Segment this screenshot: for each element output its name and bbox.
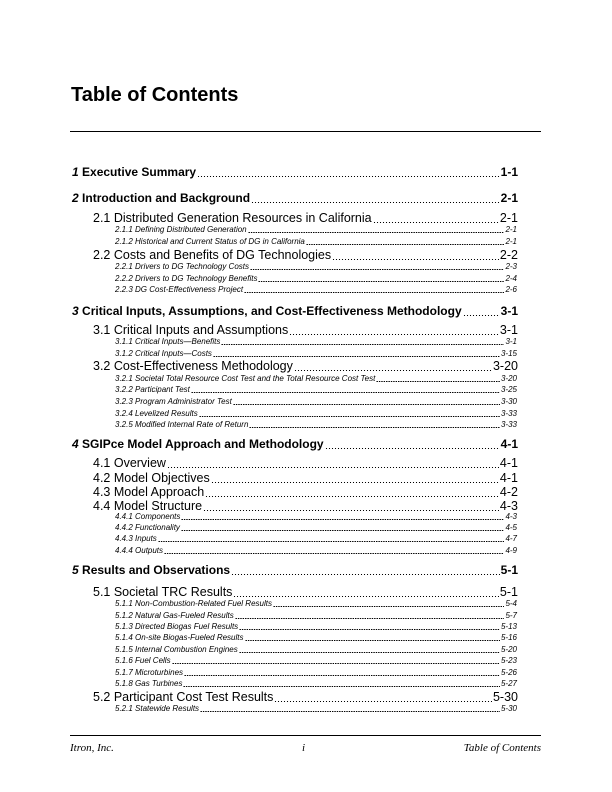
toc-entry-level-3[interactable] (115, 704, 517, 713)
toc-entry-page: 4-1 (500, 437, 518, 451)
dot-leader (250, 270, 504, 271)
toc-entry-label: 2.1.1 Defining Distributed Generation (115, 225, 247, 234)
toc-entry-level-2[interactable] (93, 456, 518, 470)
toc-entry-level-3[interactable] (115, 668, 517, 677)
toc-entry-page: 4-7 (505, 534, 517, 543)
toc-entry-level-3[interactable] (115, 546, 517, 555)
toc-entry-page: 5-4 (505, 599, 517, 608)
toc-entry-level-2[interactable] (93, 471, 518, 485)
toc-entry-level-3[interactable] (115, 274, 517, 283)
toc-entry-page: 2-1 (500, 191, 518, 205)
toc-entry-label: 4.4.3 Inputs (115, 534, 157, 543)
toc-entry-label: 3.2.2 Participant Test (115, 385, 190, 394)
toc-entry-page: 3-25 (500, 385, 517, 394)
dot-leader (239, 653, 500, 654)
toc-entry-level-2[interactable] (93, 485, 518, 499)
toc-entry-page: 2-1 (499, 211, 518, 225)
toc-entry-label: 5.1.8 Gas Turbines (115, 679, 183, 688)
footer-divider (70, 735, 541, 736)
toc-entry-label: Introduction and Background (82, 191, 251, 205)
toc-entry-level-1[interactable] (72, 304, 518, 318)
toc-entry-level-3[interactable] (115, 420, 517, 429)
chapter-number: 2 (72, 191, 79, 205)
toc-entry-page: 5-16 (500, 633, 517, 642)
toc-entry-level-3[interactable] (115, 645, 517, 654)
toc-entry-label: 2.2 Costs and Benefits of DG Technologies (93, 248, 332, 262)
toc-entry-page: 5-27 (500, 679, 517, 688)
toc-entry-level-3[interactable] (115, 622, 517, 631)
toc-entry-label: Executive Summary (82, 165, 197, 179)
toc-entry-label: 4.4.1 Components (115, 512, 181, 521)
toc-entry-level-2[interactable] (93, 585, 518, 599)
dot-leader (244, 293, 504, 294)
toc-entry-page: 3-20 (492, 359, 518, 373)
toc-entry-label: 3.2.1 Societal Total Resource Cost Test and the Total Resource Cost Test (115, 374, 376, 383)
toc-entry-level-2[interactable] (93, 248, 518, 262)
toc-entry-page: 3-33 (500, 420, 517, 429)
dot-leader (273, 607, 504, 608)
toc-entry-label: 4.4.2 Functionality (115, 523, 180, 532)
toc-entry-level-3[interactable] (115, 611, 517, 620)
toc-entry-label: 5.1 Societal TRC Results (93, 585, 233, 599)
toc-entry-level-3[interactable] (115, 656, 517, 665)
toc-entry-level-3[interactable] (115, 633, 517, 642)
toc-entry-label: 4.2 Model Objectives (93, 471, 210, 485)
toc-entry-label: 4.3 Model Approach (93, 485, 205, 499)
toc-entry-page: 1-1 (500, 165, 518, 179)
toc-entry-page: 4-1 (499, 456, 518, 470)
toc-entry-level-2[interactable] (93, 359, 518, 373)
toc-entry-level-3[interactable] (115, 397, 517, 406)
dot-leader (213, 357, 500, 358)
toc-entry-page: 5-26 (500, 668, 517, 677)
toc-entry-page: 4-1 (499, 471, 518, 485)
dot-leader (158, 542, 505, 543)
dot-leader (251, 204, 500, 205)
dot-leader (172, 664, 500, 665)
toc-entry-level-3[interactable] (115, 337, 517, 346)
toc-entry-page: 4-3 (499, 499, 518, 513)
toc-entry-level-1[interactable] (72, 563, 518, 577)
toc-entry-page: 5-13 (500, 622, 517, 631)
dot-leader (249, 428, 500, 429)
toc-entry-page: 5-30 (492, 690, 518, 704)
chapter-number: 4 (72, 437, 79, 451)
toc-entry-label: 5.1.6 Fuel Cells (115, 656, 171, 665)
dot-leader (199, 417, 500, 418)
dot-leader (184, 676, 500, 677)
dot-leader (200, 712, 500, 713)
dot-leader (325, 450, 500, 451)
dot-leader (233, 405, 500, 406)
toc-entry-page: 3-15 (500, 349, 517, 358)
dot-leader (376, 382, 500, 383)
toc-entry-page: 3-1 (499, 323, 518, 337)
footer-company: Itron, Inc. (70, 742, 114, 754)
toc-entry-level-3[interactable] (115, 599, 517, 608)
toc-entry-label: 4.4 Model Structure (93, 499, 203, 513)
toc-entry-page: 2-3 (505, 262, 517, 271)
chapter-number: 1 (72, 165, 79, 179)
toc-entry-page: 2-6 (505, 285, 517, 294)
toc-entry-label: SGIPce Model Approach and Methodology (82, 437, 324, 451)
chapter-number: 5 (72, 563, 79, 577)
toc-entry-level-2[interactable] (93, 499, 518, 513)
toc-entry-label: Critical Inputs, Assumptions, and Cost-Effectiveness Methodology (82, 304, 462, 318)
toc-entry-label: 5.2 Participant Cost Test Results (93, 690, 274, 704)
toc-entry-page: 4-5 (505, 523, 517, 532)
toc-entry-label: 3.2 Cost-Effectiveness Methodology (93, 359, 293, 373)
toc-entry-page: 2-1 (505, 237, 517, 246)
toc-entry-label: 3.2.5 Modified Internal Rate of Return (115, 420, 249, 429)
toc-entry-label: 4.4.4 Outputs (115, 546, 164, 555)
toc-entry-label: 5.1.3 Directed Biogas Fuel Results (115, 622, 239, 631)
toc-entry-level-2[interactable] (93, 211, 518, 225)
dot-leader (239, 630, 500, 631)
toc-entry-level-3[interactable] (115, 512, 517, 521)
toc-entry-page: 3-30 (500, 397, 517, 406)
dot-leader (248, 233, 505, 234)
dot-leader (294, 372, 492, 373)
dot-leader (191, 393, 500, 394)
toc-entry-page: 4-3 (505, 512, 517, 521)
toc-entry-label: 5.1.2 Natural Gas-Fueled Results (115, 611, 234, 620)
toc-entry-label: Results and Observations (82, 563, 231, 577)
toc-entry-level-1[interactable] (72, 165, 518, 179)
toc-entry-label: 2.2.1 Drivers to DG Technology Costs (115, 262, 249, 271)
toc-entry-level-3[interactable] (115, 534, 517, 543)
toc-entry-label: 3.2.3 Program Administrator Test (115, 397, 232, 406)
toc-entry-label: 5.1.5 Internal Combustion Engines (115, 645, 238, 654)
dot-leader (245, 641, 500, 642)
toc-entry-label: 5.1.4 On-site Biogas-Fueled Results (115, 633, 244, 642)
toc-entry-label: 5.1.7 Microturbines (115, 668, 184, 677)
toc-entry-page: 5-23 (500, 656, 517, 665)
footer-page-number: i (302, 742, 306, 754)
toc-entry-level-3[interactable] (115, 409, 517, 418)
dot-leader (306, 245, 505, 246)
dot-leader (235, 619, 505, 620)
footer-section: Table of Contents (463, 742, 541, 754)
toc-entry-level-3[interactable] (115, 285, 517, 294)
dot-leader (181, 520, 504, 521)
toc-entry-page: 2-1 (505, 225, 517, 234)
toc-entry-level-3[interactable] (115, 679, 517, 688)
chapter-number: 3 (72, 304, 79, 318)
dot-leader (181, 531, 505, 532)
dot-leader (258, 282, 504, 283)
dot-leader (183, 687, 500, 688)
dot-leader (231, 576, 500, 577)
toc-entry-page: 4-2 (499, 485, 518, 499)
toc-entry-level-3[interactable] (115, 523, 517, 532)
toc-entry-level-1[interactable] (72, 437, 518, 451)
toc-entry-level-3[interactable] (115, 385, 517, 394)
toc-entry-level-3[interactable] (115, 374, 517, 383)
toc-entry-level-3[interactable] (115, 349, 517, 358)
toc-entry-level-3[interactable] (115, 237, 517, 246)
toc-entry-level-1[interactable] (72, 191, 518, 205)
toc-entry-page: 3-33 (500, 409, 517, 418)
title-divider (70, 131, 541, 132)
toc-entry-label: 2.1.2 Historical and Current Status of DG in California (115, 237, 305, 246)
toc-entry-label: 3.1.2 Critical Inputs—Costs (115, 349, 212, 358)
toc-entry-level-2[interactable] (93, 690, 518, 704)
toc-entry-label: 5.2.1 Statewide Results (115, 704, 200, 713)
toc-entry-page: 5-1 (500, 563, 518, 577)
toc-entry-label: 2.1 Distributed Generation Resources in California (93, 211, 372, 225)
toc-entry-page: 5-7 (505, 611, 517, 620)
toc-entry-page: 5-20 (500, 645, 517, 654)
toc-entry-page: 3-1 (505, 337, 517, 346)
toc-entry-label: 2.2.2 Drivers to DG Technology Benefits (115, 274, 258, 283)
toc-entry-page: 2-4 (505, 274, 517, 283)
toc-entry-label: 3.1.1 Critical Inputs—Benefits (115, 337, 221, 346)
dot-leader (167, 469, 499, 470)
toc-entry-label: 3.2.4 Levelized Results (115, 409, 198, 418)
toc-entry-level-3[interactable] (115, 225, 517, 234)
toc-entry-label: 4.1 Overview (93, 456, 166, 470)
toc-entry-page: 2-2 (499, 248, 518, 262)
toc-entry-level-3[interactable] (115, 262, 517, 271)
dot-leader (164, 554, 504, 555)
dot-leader (197, 178, 500, 179)
toc-entry-label: 3.1 Critical Inputs and Assumptions (93, 323, 289, 337)
toc-entry-page: 4-9 (505, 546, 517, 555)
dot-leader (221, 345, 504, 346)
toc-entry-page: 5-30 (500, 704, 517, 713)
toc-entry-page: 5-1 (499, 585, 518, 599)
toc-entry-label: 5.1.1 Non-Combustion-Related Fuel Results (115, 599, 272, 608)
toc-entry-label: 2.2.3 DG Cost-Effectiveness Project (115, 285, 244, 294)
dot-leader (463, 317, 500, 318)
toc-entry-page: 3-20 (500, 374, 517, 383)
toc-entry-level-2[interactable] (93, 323, 518, 337)
toc-entry-page: 3-1 (500, 304, 518, 318)
page-title: Table of Contents (71, 84, 239, 106)
